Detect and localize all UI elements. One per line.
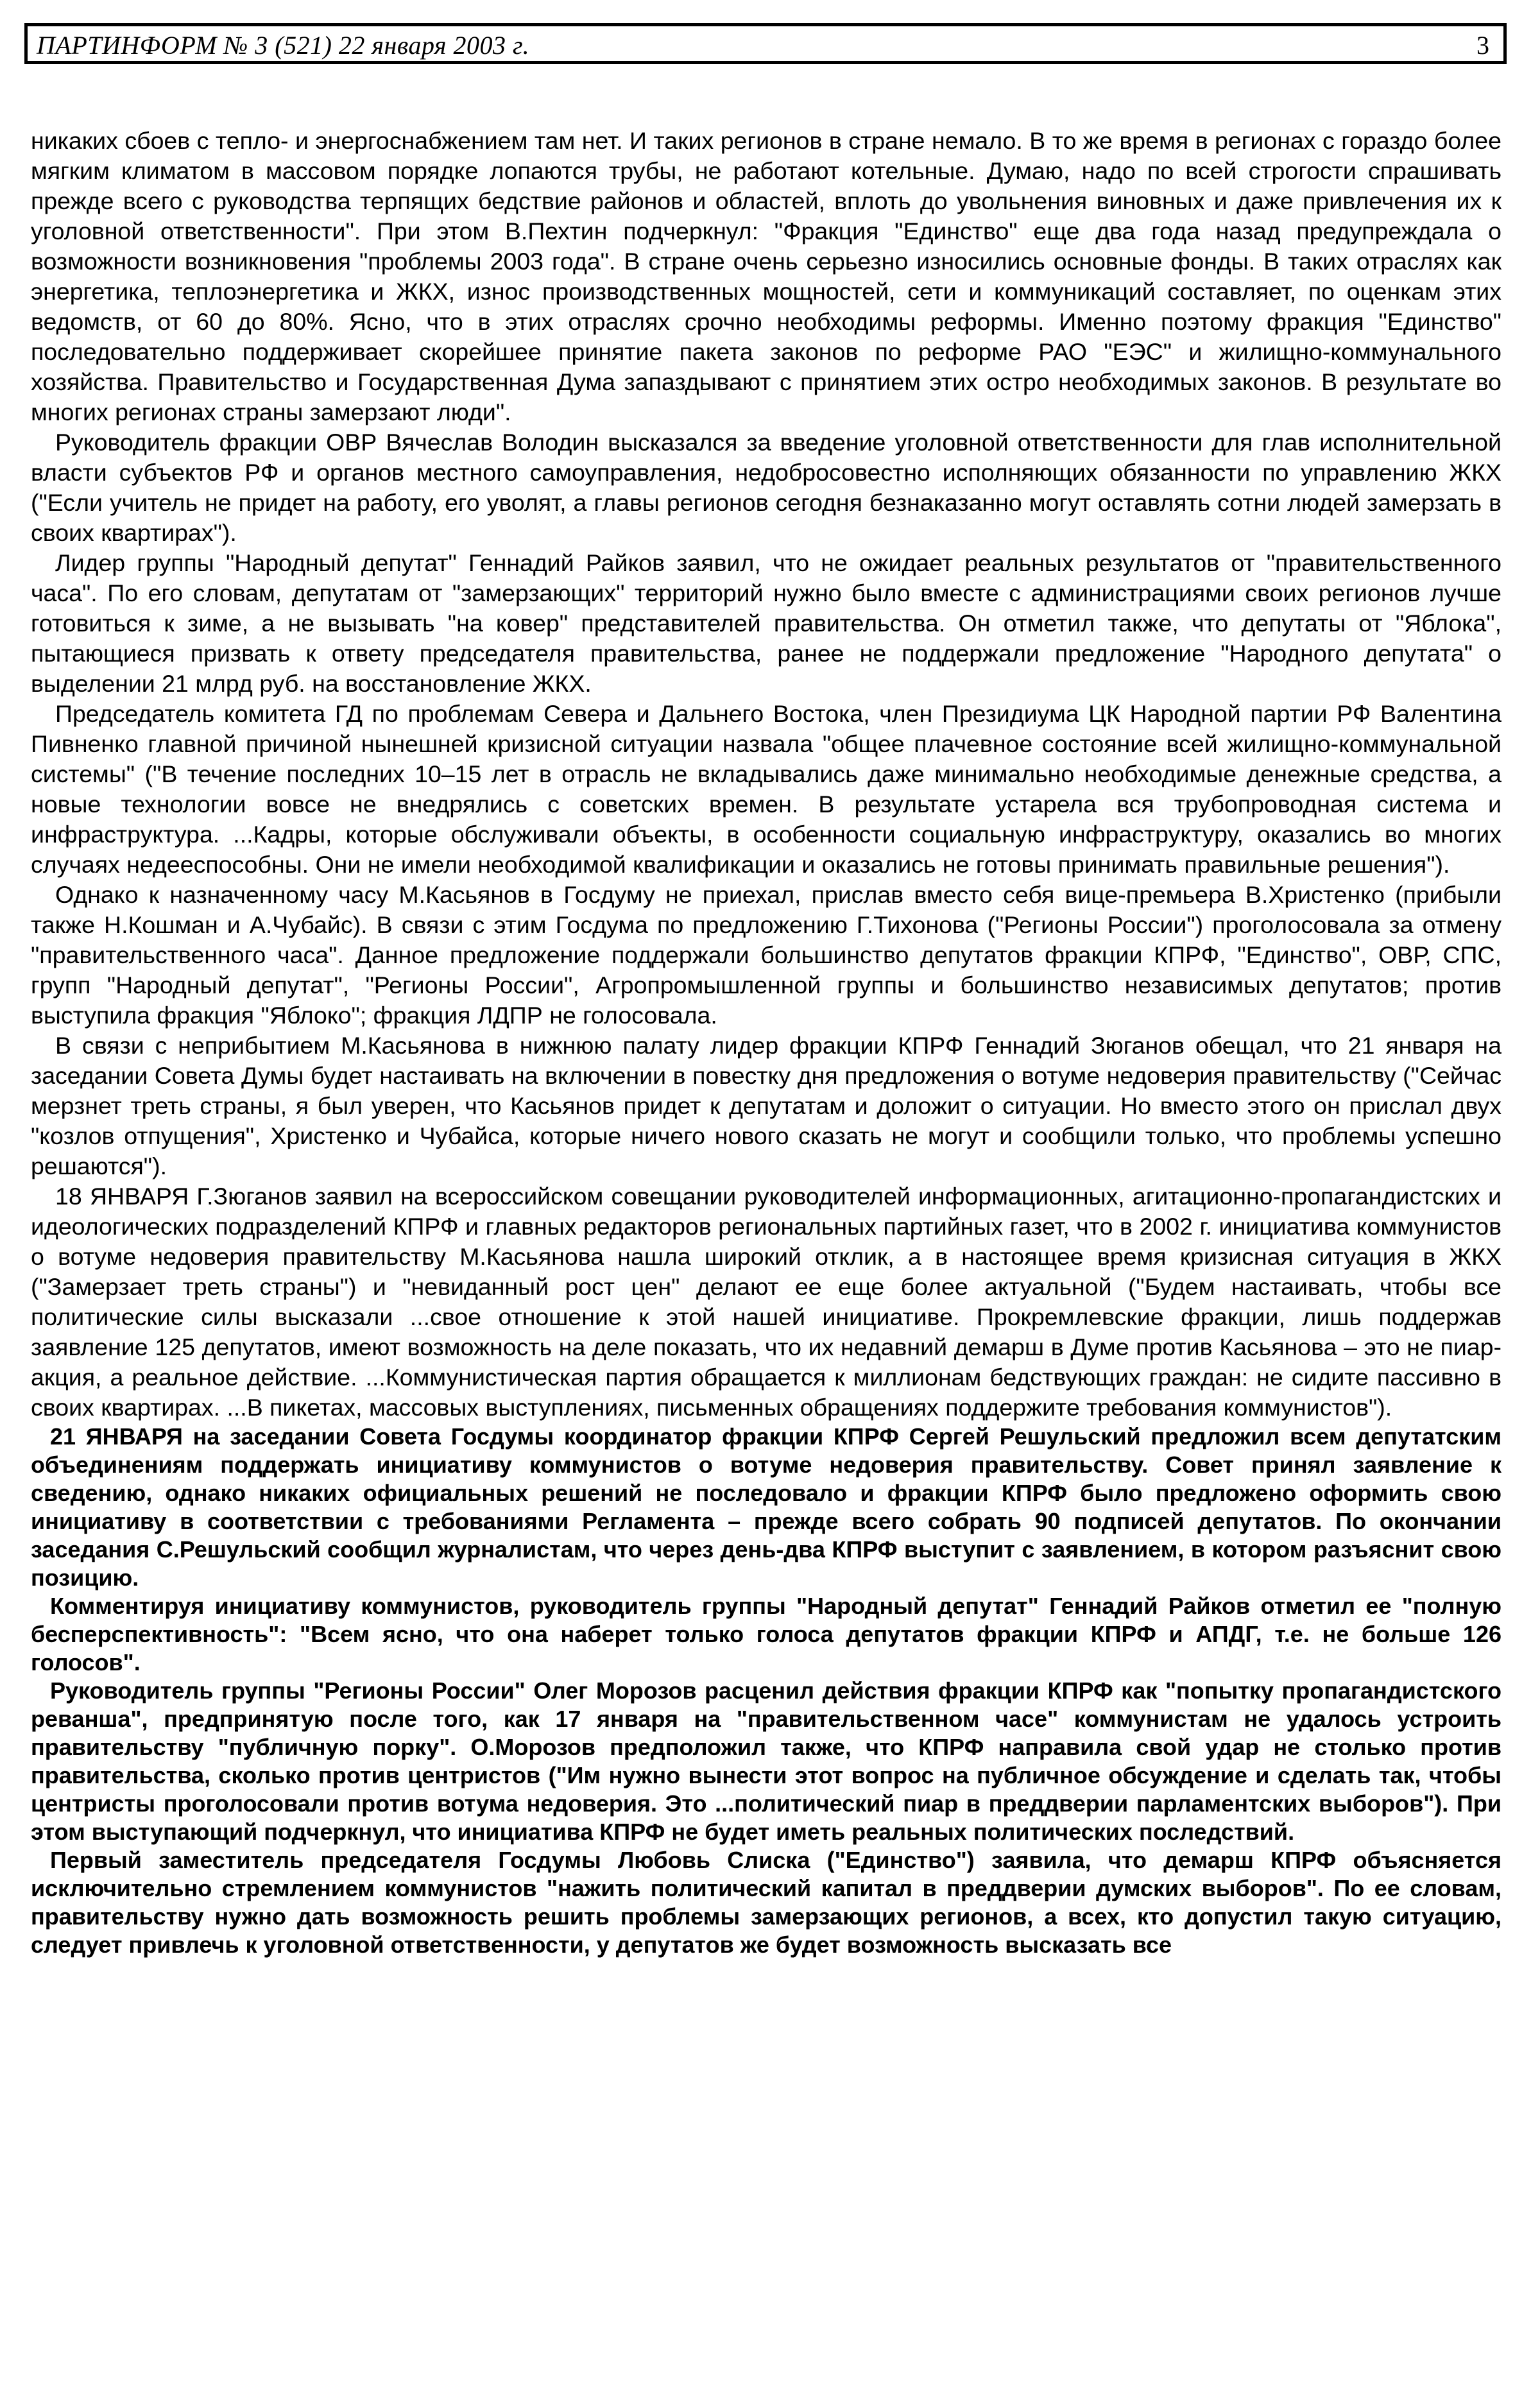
paragraph-morozov: Руководитель группы "Регионы России" Олег Морозов расценил действия фракции КПРФ как "попытку пропагандистского реванша", предпринятую после того, как 17 января на "правительственном часе" коммунистам не удалось устроить правительству "публичную порку". О.Морозов предположил также, что КПРФ направила свой удар не столько против правительства, сколько против центристов ("Им нужно вынести этот вопрос на публичное обсуждение и сделать так, чтобы центристы проголосовали против вотума недоверия. Это ...политический пиар в преддверии парламентских выборов"). При этом выступающий подчеркнул, что инициатива КПРФ не будет иметь реальных политических последствий. [31,1677,1502,1845]
paragraph-raikov: Лидер группы "Народный депутат" Геннадий Райков заявил, что не ожидает реальных результатов от "правительственного часа". По его словам, депутатам от "замерзающих" территорий нужно было вместе с администрациями своих регионов лучше готовиться к зиме, а не вызывать "на ковер" представителей правительства. Он отметил также, что депутаты от "Яблока", пытающиеся призвать к ответу председателя правительства, ранее не поддержали предложение "Народного депутата" о выделении 21 млрд руб. на восстановление ЖКХ. [31,549,1502,697]
paragraph-continuation: никаких сбоев с тепло- и энергоснабжением там нет. И таких регионов в стране немало. В то же время в регионах с гораздо более мягким климатом в массовом порядке лопаются трубы, не работают котельные. Думаю, надо по всей строгости спрашивать прежде всего с руководства терпящих бедствие районов и областей, вплоть до увольнения виновных и даже привлечения их к уголовной ответственности". При этом В.Пехтин подчеркнул: "Фракция "Единство" еще два года назад предупреждала о возможности возникновения "проблемы 2003 года". В стране очень серьезно износились основные фонды. В таких отраслях как энергетика, теплоэнергетика и ЖКХ, износ производственных мощностей, сети и коммуникаций составляет, по оценкам этих ведомств, от 60 до 80%. Ясно, что в этих отраслях срочно необходимы реформы. Именно поэтому фракция "Единство" последовательно поддерживает скорейшее принятие пакета законов по реформе РАО "ЕЭС" и жилищно-коммунального хозяйства. Правительство и Государственная Дума запаздывают с принятием этих остро необходимых законов. В результате во многих регионах страны замерзают люди". [31,127,1502,425]
publication-title: ПАРТИНФОРМ № 3 (521) 22 января 2003 г. [37,31,530,60]
article-body [31,126,1502,1959]
paragraph-zyuganov: В связи с неприбытием М.Касьянова в нижнюю палату лидер фракции КПРФ Геннадий Зюганов обещал, что 21 января на заседании Совета Думы будет настаивать на включении в повестку дня предложения о вотуме недоверия правительству ("Сейчас мерзнет треть страны, я был уверен, что Касьянов придет к депутатам и доложит о ситуации. Но вместо этого он прислал двух "козлов отпущения", Христенко и Чубайса, которые ничего нового сказать не могут и сообщили только, что проблемы успешно решаются"). [31,1032,1502,1179]
paragraph-kasyanov-absent: Однако к назначенному часу М.Касьянов в Госдуму не приехал, прислав вместо себя вице-премьера В.Христенко (прибыли также Н.Кошман и А.Чубайс). В связи с этим Госдума по предложению Г.Тихонова ("Регионы России") проголосовала за отмену "правительственного часа". Данное предложение поддержали большинство депутатов фракции КПРФ, "Единство", ОВР, СПС, групп "Народный депутат", "Регионы России", Агропромышленной группы и большинство независимых депутатов; против выступила фракция "Яблоко"; фракция ЛДПР не голосовала. [31,881,1502,1029]
page-header [24,23,1507,64]
paragraph-sliska: Первый заместитель председателя Госдумы Любовь Слиска ("Единство") заявила, что демарш КПРФ объясняется исключительно стремлением коммунистов "нажить политический капитал в преддверии думских выборов". По ее словам, правительству нужно дать возможность решить проблемы замерзающих регионов, а всех, кто допустил такую ситуацию, следует привлечь к уголовной ответственности, у депутатов же будет возможность высказать все [31,1847,1502,1958]
paragraph-january-21: 21 ЯНВАРЯ на заседании Совета Госдумы координатор фракции КПРФ Сергей Решульский предложил всем депутатским объединениям поддержать инициативу коммунистов о вотуме недоверия правительству. Совет принял заявление к сведению, однако никаких официальных решений не последовало и фракции КПРФ было предложено оформить свою инициативу в соответствии с требованиями Регламента – прежде всего собрать 90 подписей депутатов. По окончании заседания С.Решульский сообщил журналистам, что через день-два КПРФ выступит с заявлением, в котором разъяснит свою позицию. [31,1423,1502,1591]
paragraph-pivnenko: Председатель комитета ГД по проблемам Севера и Дальнего Востока, член Президиума ЦК Народной партии РФ Валентина Пивненко главной причиной нынешней кризисной ситуации назвала "общее плачевное состояние всей жилищно-коммунальной системы" ("В течение последних 10–15 лет в отрасль не вкладывались даже минимально необходимые денежные средства, а новые технологии вовсе не внедрялись с советских времен. В результате устарела вся трубопроводная система и инфраструктура. ...Кадры, которые обслуживали объекты, в особенности социальную инфраструктуру, оказались во многих случаях недееспособны. Они не имели необходимой квалификации и оказались не готовы принимать правильные решения"). [31,700,1502,878]
paragraph-volodin: Руководитель фракции ОВР Вячеслав Володин высказался за введение уголовной ответственности для глав исполнительной власти субъектов РФ и органов местного самоуправления, недобросовестно исполняющих обязанности по управлению ЖКХ ("Если учитель не придет на работу, его уволят, а главы регионов сегодня безнаказанно могут оставлять сотни людей замерзать в своих квартирах"). [31,429,1502,546]
paragraph-january-18: 18 ЯНВАРЯ Г.Зюганов заявил на всероссийском совещании руководителей информационных, агитационно-пропагандистских и идеологических подразделений КПРФ и главных редакторов региональных партийных газет, что в 2002 г. инициатива коммунистов о вотуме недоверия правительству М.Касьянова нашла широкий отклик, а в настоящее время кризисная ситуация в ЖКХ ("Замерзает треть страны") и "невиданный рост цен" делают ее еще более актуальной ("Будем настаивать, чтобы все политические силы высказали ...свое отношение к этой нашей инициативе. Прокремлевские фракции, лишь поддержав заявление 125 депутатов, имеют возможность на деле показать, что их недавний демарш в Думе против Касьянова – это не пиар-акция, а реальное действие. ...Коммунистическая партия обращается к миллионам бедствующих граждан: не сидите пассивно в своих квартирах. ...В пикетах, массовых выступлениях, письменных обращениях поддержите требования коммунистов"). [31,1183,1502,1421]
paragraph-raikov-comment: Комментируя инициативу коммунистов, руководитель группы "Народный депутат" Геннадий Райков отметил ее "полную бесперспективность": "Всем ясно, что она наберет только голоса депутатов фракции КПРФ и АПДГ, т.е. не больше 126 голосов". [31,1593,1502,1675]
page-number: 3 [1476,31,1489,60]
